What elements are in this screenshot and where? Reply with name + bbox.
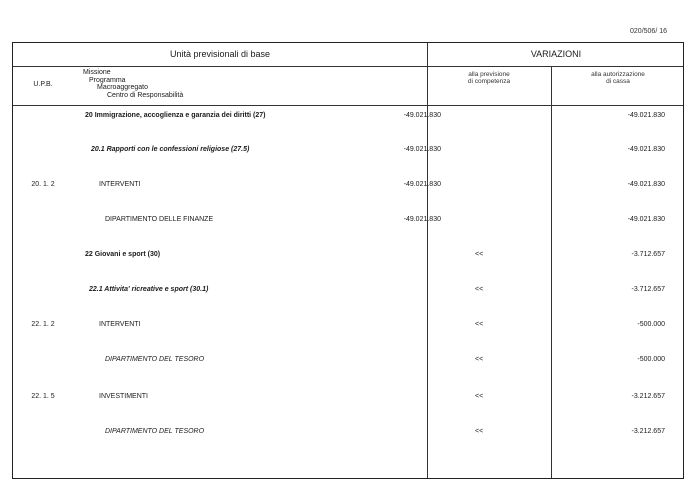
row-competenza: << — [475, 393, 484, 400]
row-label: 20.1 Rapporti con le confessioni religiose (27.5) — [91, 146, 250, 153]
row-competenza: -49.021.830 — [403, 216, 441, 223]
row-upb: 22. 1. 5 — [31, 393, 55, 400]
row-label: INTERVENTI — [99, 181, 141, 188]
budget-table — [12, 42, 684, 479]
row-cassa: -49.021.830 — [627, 146, 665, 153]
row-cassa: -3.212.657 — [631, 393, 665, 400]
header-cassa: alla autorizzazione di cassa — [591, 71, 645, 85]
row-competenza: -49.021.830 — [403, 146, 441, 153]
header-divider-bottom — [13, 105, 683, 106]
row-cassa: -49.021.830 — [627, 112, 665, 119]
header-programma: Programma — [89, 76, 126, 84]
row-competenza: -49.021.830 — [403, 112, 441, 119]
row-label: DIPARTIMENTO DELLE FINANZE — [105, 216, 214, 223]
header-unita-previsionali: Unità previsionali di base — [169, 49, 271, 59]
header-upb: U.P.B. — [33, 81, 53, 88]
row-cassa: -3.712.657 — [631, 286, 665, 293]
row-label: DIPARTIMENTO DEL TESORO — [105, 356, 205, 363]
row-competenza: -49.021.830 — [403, 181, 441, 188]
row-label: INVESTIMENTI — [99, 393, 149, 400]
row-competenza: << — [475, 428, 484, 435]
header-hierarchy — [83, 69, 183, 99]
row-upb: 20. 1. 2 — [31, 181, 55, 188]
row-label: 22.1 Attivita' ricreative e sport (30.1) — [89, 286, 209, 293]
row-competenza: << — [475, 321, 484, 328]
row-competenza: << — [475, 286, 484, 293]
row-cassa: -500.000 — [637, 321, 665, 328]
row-label: DIPARTIMENTO DEL TESORO — [105, 428, 205, 435]
header-variazioni: VARIAZIONI — [530, 49, 582, 59]
row-upb: 22. 1. 2 — [31, 321, 55, 328]
header-competenza: alla previsione di competenza — [467, 71, 511, 85]
column-divider-cassa — [551, 66, 552, 478]
row-competenza: << — [475, 356, 484, 363]
row-cassa: -500.000 — [637, 356, 665, 363]
header-macroaggregato: Macroaggregato — [97, 84, 148, 91]
row-cassa: -3.212.657 — [631, 428, 665, 435]
page-reference: 020/506/ 16 — [630, 28, 667, 35]
header-centro-responsabilita: Centro di Responsabilità — [107, 91, 184, 99]
row-cassa: -49.021.830 — [627, 216, 665, 223]
row-competenza: << — [475, 251, 484, 258]
row-label: INTERVENTI — [99, 321, 141, 328]
column-divider-variazioni — [427, 43, 428, 478]
row-cassa: -49.021.830 — [627, 181, 665, 188]
header-divider-top — [13, 66, 683, 67]
header-missione: Missione — [83, 69, 111, 76]
row-label: 20 Immigrazione, accoglienza e garanzia dei diritti (27) — [85, 112, 266, 119]
row-cassa: -3.712.657 — [631, 251, 665, 258]
row-label: 22 Giovani e sport (30) — [85, 251, 161, 258]
